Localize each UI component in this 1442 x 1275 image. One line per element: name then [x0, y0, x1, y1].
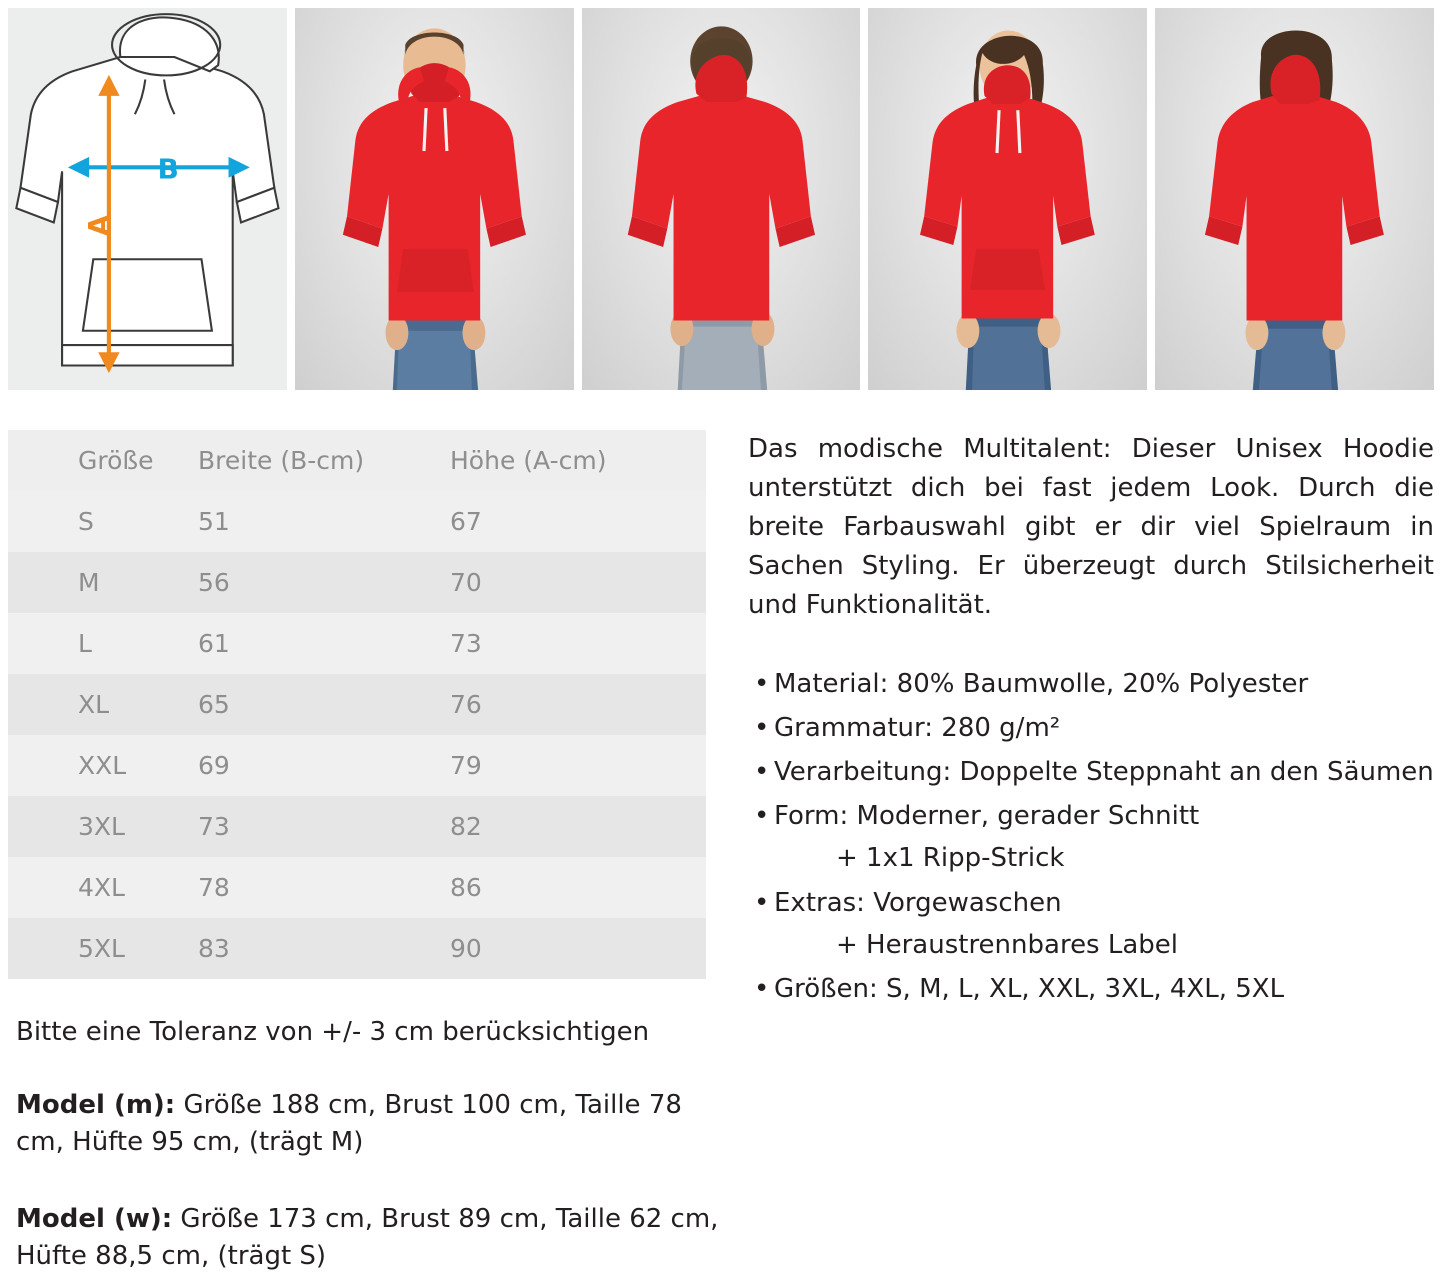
- cell-height: 86: [450, 873, 482, 902]
- cell-size: 4XL: [78, 873, 125, 902]
- model-male-line: [16, 1087, 720, 1161]
- cell-size: L: [78, 629, 92, 658]
- diagram-label-b: B: [157, 152, 179, 186]
- table-row: [8, 735, 706, 796]
- feature-text: Grammatur: 280 g/m²: [774, 713, 1061, 744]
- cell-size: XL: [78, 690, 110, 719]
- table-header-row: [8, 430, 706, 491]
- cell-width: 56: [198, 568, 230, 597]
- feature-subtext: + 1x1 Ripp-Strick: [836, 843, 1065, 874]
- cell-width: 69: [198, 751, 230, 780]
- table-row: [8, 552, 706, 613]
- product-image-gallery: [0, 0, 1442, 390]
- feature-subtext: + Heraustrennbares Label: [836, 929, 1179, 960]
- cell-width: 83: [198, 934, 230, 963]
- cell-height: 70: [450, 568, 482, 597]
- model-female-label: Model (w):: [16, 1203, 173, 1234]
- feature-list: [748, 663, 1434, 1010]
- table-row: [8, 857, 706, 918]
- cell-width: 61: [198, 629, 230, 658]
- feature-text: Verarbeitung: Doppelte Steppnaht an den Säumen: [774, 757, 1434, 788]
- male-back-figure: [582, 8, 861, 390]
- measurement-diagram-cell[interactable]: [8, 8, 287, 390]
- product-description-column: [720, 430, 1434, 1275]
- size-table: [8, 430, 706, 979]
- cell-height: 76: [450, 690, 482, 719]
- female-back-figure: [1155, 8, 1434, 390]
- female-front-figure: [868, 8, 1147, 390]
- size-information-column: [8, 430, 720, 1275]
- model-male-text: Größe 188 cm, Brust 100 cm, Taille 78 cm, Hüfte 95 cm, (trägt M): [16, 1090, 682, 1157]
- column-header-width: Breite (B-cm): [198, 446, 365, 475]
- list-item: [748, 663, 1434, 705]
- list-item: [748, 707, 1434, 749]
- feature-text: Material: 80% Baumwolle, 20% Polyester: [774, 669, 1309, 699]
- photo-male-front[interactable]: [295, 8, 574, 390]
- photo-female-back[interactable]: [1155, 8, 1434, 390]
- cell-height: 90: [450, 934, 482, 963]
- photo-female-front[interactable]: [868, 8, 1147, 390]
- feature-text: Größen: S, M, L, XL, XXL, 3XL, 4XL, 5XL: [774, 973, 1285, 1004]
- tolerance-note: Bitte eine Toleranz von +/- 3 cm berücksichtigen: [16, 1017, 650, 1047]
- cell-width: 73: [198, 812, 230, 841]
- model-female-text: Größe 173 cm, Brust 89 cm, Taille 62 cm, Hüfte 88,5 cm, (trägt S): [16, 1203, 719, 1271]
- list-item: [748, 968, 1434, 1010]
- cell-size: 5XL: [78, 934, 125, 963]
- cell-size: XXL: [78, 751, 127, 780]
- list-item: [748, 751, 1434, 793]
- model-male-label: Model (m):: [16, 1090, 176, 1120]
- cell-height: 73: [450, 629, 482, 658]
- hoodie-outline-icon: [8, 8, 287, 390]
- diagram-label-a: A: [82, 214, 116, 237]
- cell-height: 79: [450, 751, 482, 780]
- cell-size: 3XL: [78, 812, 125, 841]
- feature-text: Extras: Vorgewaschen: [774, 887, 1062, 918]
- male-front-figure: [295, 8, 574, 390]
- cell-size: S: [78, 507, 94, 536]
- list-item: [748, 795, 1434, 879]
- cell-width: 78: [198, 873, 230, 902]
- table-row: [8, 674, 706, 735]
- product-description: Das modische Multitalent: Dieser Unisex Hoodie unterstützt dich bei fast jedem Look. Durch die breite Farbauswahl gibt er dir viel Spielraum in Sachen Styling. Er überzeugt durch Stilsicherheit und Funktionalität.: [748, 434, 1434, 620]
- cell-width: 51: [198, 507, 230, 536]
- table-row: [8, 613, 706, 674]
- photo-male-back[interactable]: [582, 8, 861, 390]
- feature-text: Form: Moderner, gerader Schnitt: [774, 801, 1200, 832]
- column-header-height: Höhe (A-cm): [450, 446, 607, 475]
- table-row: [8, 796, 706, 857]
- list-item: [748, 882, 1434, 966]
- table-row: [8, 491, 706, 552]
- cell-height: 67: [450, 507, 482, 536]
- cell-height: 82: [450, 812, 482, 841]
- model-female-line: [16, 1201, 720, 1275]
- cell-size: M: [78, 568, 100, 597]
- column-header-size: Größe: [78, 446, 154, 475]
- table-row: [8, 918, 706, 979]
- cell-width: 65: [198, 690, 230, 719]
